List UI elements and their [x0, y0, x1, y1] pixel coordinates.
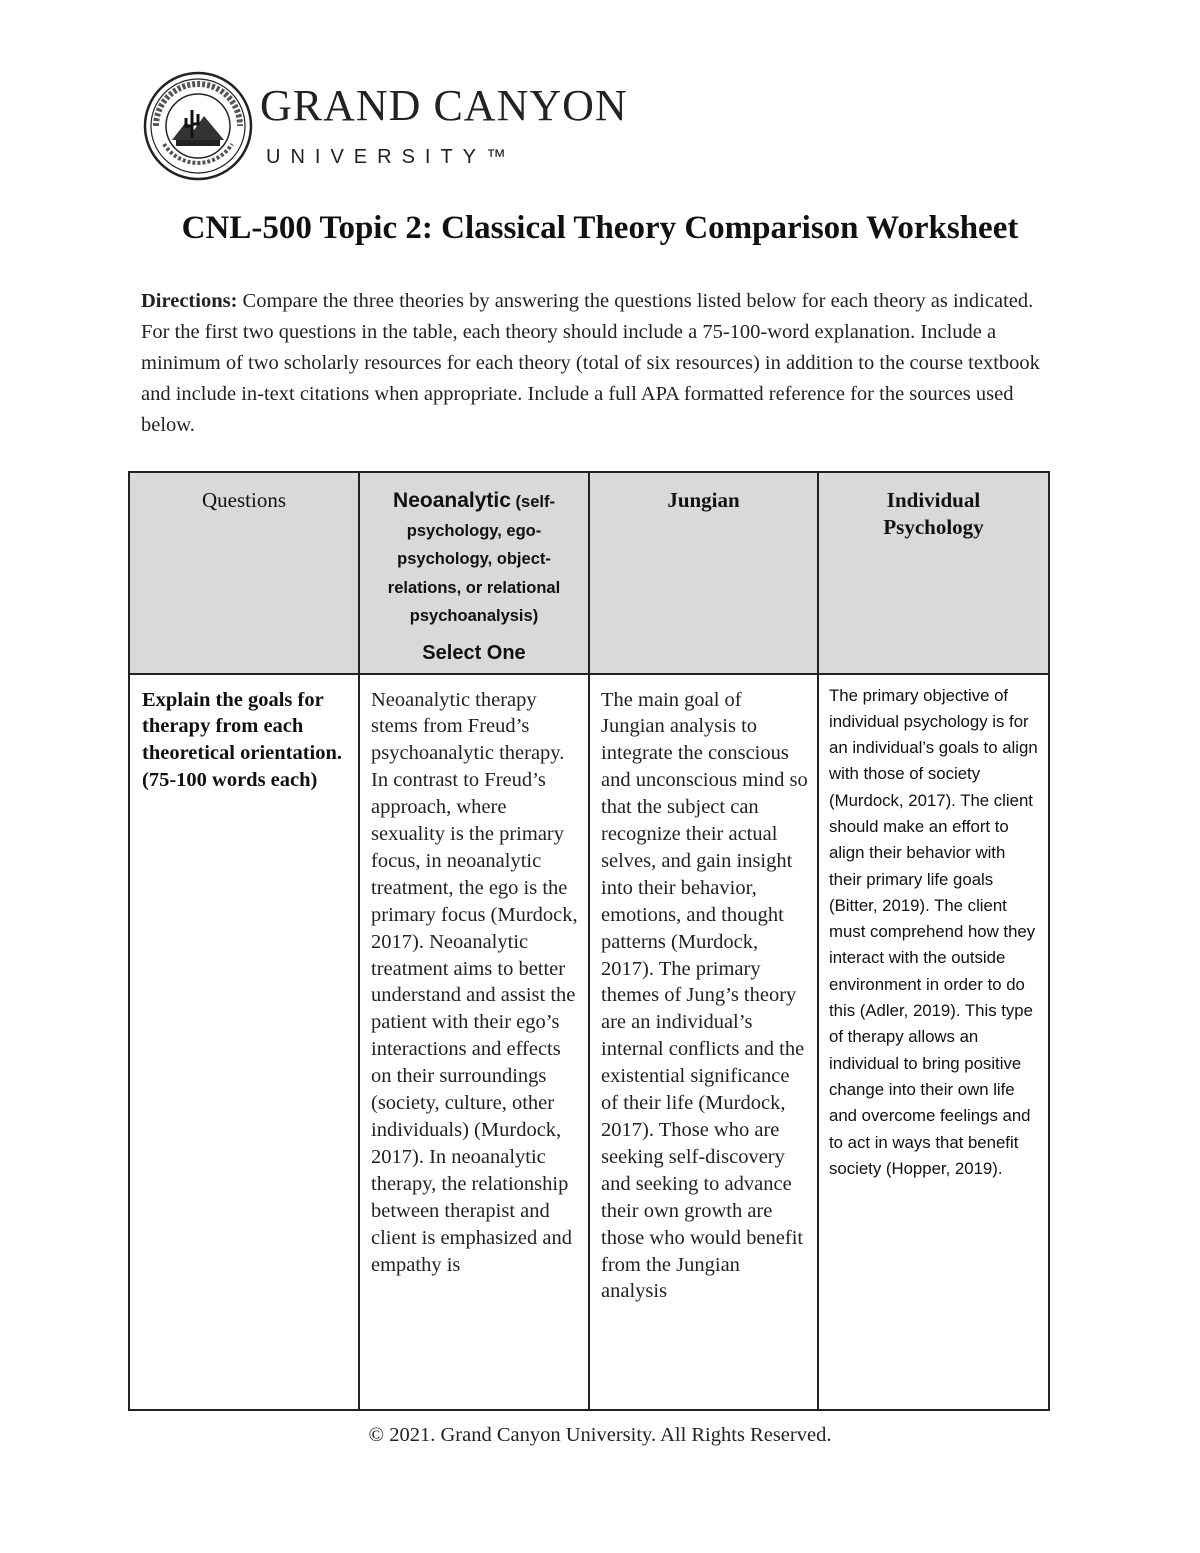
university-logo [142, 70, 628, 190]
header-individual-label: Individual Psychology [883, 488, 984, 539]
individual-answer-cell[interactable] [818, 674, 1049, 1411]
jungian-answer-cell[interactable] [589, 674, 818, 1411]
individual-answer-text: The primary objective of individual psychology is for an individual’s goals to align with those of society (Murdock, 2017). The client should make an effort to align their behavior with their primary life goals (Bitter, 2019). The client must comprehend how they interact with the outside environment in order to do this (Adler, 2019). This type of therapy allows an individual to bring positive change into their own life and overcome feelings and to act in ways that benefit society (Hopper, 2019). [829, 685, 1038, 1178]
question-cell [129, 674, 359, 1411]
header-neoanalytic-label: Neoanalytic [393, 489, 511, 512]
table-row [129, 674, 1049, 1411]
jungian-answer-text: The main goal of Jungian analysis to integrate the conscious and unconscious mind so that the subject can recognize their actual selves, and gain insight into their behavior, emotions, and thought patterns (Murdock, 2017). The primary themes of Jung’s theory are an individual’s internal conflicts and the existential significance of their life (Murdock, 2017). Those who are seeking self-discovery and seeking to advance their own growth are those who would benefit from the Jungian analysis [601, 688, 808, 1303]
copyright-footer: © 2021. Grand Canyon University. All Rights Reserved. [368, 1424, 832, 1446]
page-title: CNL-500 Topic 2: Classical Theory Comparison Worksheet [181, 210, 1019, 246]
directions-text: Compare the three theories by answering the questions listed below for each theory as indicated. For the first two questions in the table, each theory should include a 75-100-word explanation. Include a minimum of two scholarly resources for each theory (total of six resources) in addition to the course textbook and include in-text citations when appropriate. Include a full APA formatted reference for the sources used below. [141, 290, 1040, 436]
comparison-table [128, 471, 1048, 1411]
directions-label: Directions: [141, 290, 238, 312]
question-text: Explain the goals for therapy from each theoretical orientation. (75-100 words each) [142, 688, 343, 791]
logo-name-line1: GRAND CANYON [260, 81, 628, 130]
directions-paragraph [141, 286, 1061, 441]
neoanalytic-answer-text: Neoanalytic therapy stems from Freud’s psychoanalytic therapy. In contrast to Freud’s approach, where sexuality is the primary focus, in neoanalytic treatment, the ego is the primary focus (Murdock, 2017). Neoanalytic treatment aims to better understand and assist the patient with their ego’s interactions and effects on their surroundings (society, culture, other individuals) (Murdock, 2017). In neoanalytic therapy, the relationship between therapist and client is emphasized and empathy is [371, 688, 578, 1276]
header-individual [818, 472, 1049, 674]
header-questions-label: Questions [202, 488, 286, 512]
logo-name-line2: UNIVERSITY™ [266, 146, 517, 168]
header-jungian-label: Jungian [667, 488, 740, 512]
neoanalytic-answer-cell[interactable] [359, 674, 589, 1411]
header-jungian [589, 472, 818, 674]
header-questions [129, 472, 359, 674]
university-seal-icon [142, 70, 254, 182]
header-select-one: Select One [422, 641, 526, 664]
table-header-row [129, 472, 1049, 674]
header-neoanalytic [359, 472, 589, 674]
header-neoanalytic-sub: (self-psychology, ego-psychology, object-relations, or relational psychoanalysis) [387, 493, 561, 625]
